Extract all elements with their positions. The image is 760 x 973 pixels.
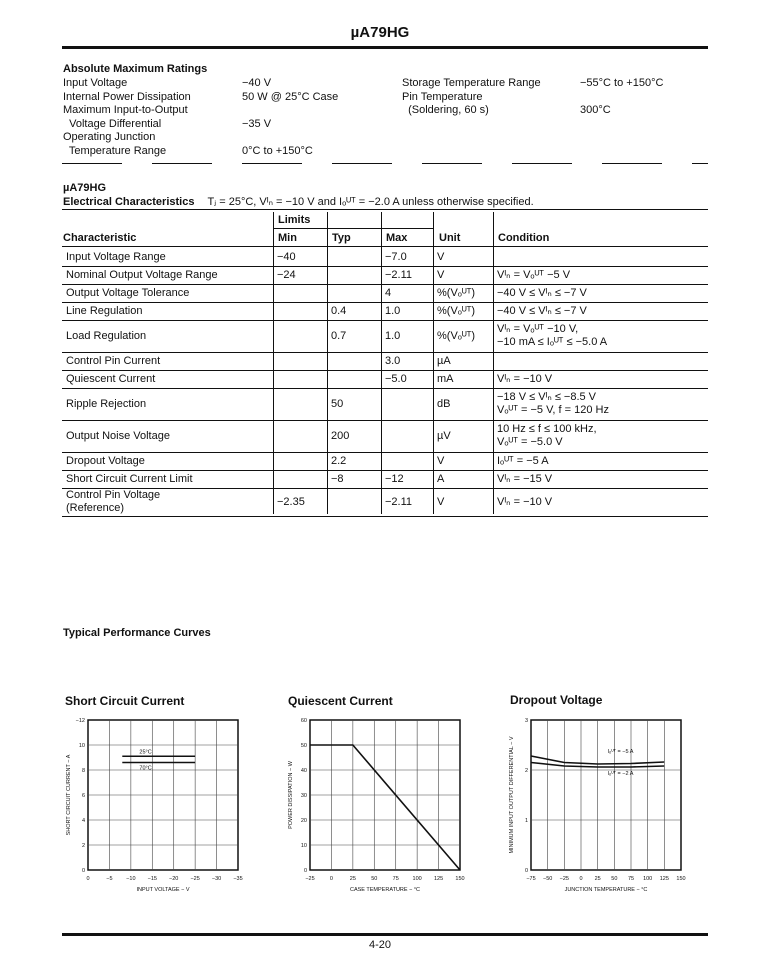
table-cell: Vᴵₙ = −15 V bbox=[497, 472, 553, 485]
table-cell: 0.4 bbox=[331, 304, 347, 317]
ec-heading: Electrical Characteristics bbox=[63, 196, 195, 208]
y-tick-label: 0 bbox=[81, 868, 85, 874]
table-cell: −2.35 bbox=[277, 495, 305, 508]
ec-rule-top bbox=[62, 209, 708, 210]
table-cell: −12 bbox=[385, 472, 404, 485]
table-cell: −24 bbox=[277, 268, 296, 281]
table-cell: −2.11 bbox=[385, 495, 413, 508]
limits-rule bbox=[273, 228, 433, 229]
series-label: 70°C bbox=[139, 765, 152, 772]
series-label: Iₒᵁᵀ = −5 A bbox=[607, 749, 634, 755]
abs-max-heading: Absolute Maximum Ratings bbox=[63, 63, 208, 75]
rating-label: Maximum Input-to-Output bbox=[63, 104, 188, 116]
x-tick-label: 100 bbox=[412, 876, 422, 882]
rating-value: −40 V bbox=[242, 77, 272, 89]
table-cell: Nominal Output Voltage Range bbox=[66, 268, 218, 281]
table-cell: −40 bbox=[277, 250, 296, 263]
table-cell: Dropout Voltage bbox=[66, 454, 145, 467]
column-header: Typ bbox=[332, 232, 351, 244]
x-tick-label: −25 bbox=[559, 876, 570, 882]
y-tick-label: −12 bbox=[75, 718, 85, 724]
table-cell: −18 V ≤ Vᴵₙ ≤ −8.5 V Vₒᵁᵀ = −5 V, f = 120 Hz bbox=[497, 391, 609, 416]
series-label: Iₒᵁᵀ = −2 A bbox=[607, 771, 634, 777]
table-cell: Iₒᵁᵀ = −5 A bbox=[497, 454, 549, 467]
table-cell: %(Vₒᵁᵀ) bbox=[437, 304, 476, 317]
column-header: Min bbox=[278, 232, 297, 244]
x-tick-label: −5 bbox=[106, 876, 113, 882]
y-tick-label: 30 bbox=[300, 793, 307, 799]
x-tick-label: −35 bbox=[233, 876, 243, 882]
table-cell: µV bbox=[437, 429, 451, 442]
x-tick-label: 150 bbox=[455, 876, 465, 882]
x-tick-label: 75 bbox=[392, 876, 399, 882]
x-tick-label: 25 bbox=[349, 876, 356, 882]
x-axis-label: INPUT VOLTAGE − V bbox=[136, 887, 190, 893]
series-line bbox=[310, 745, 460, 870]
rating-label: Internal Power Dissipation bbox=[63, 90, 191, 103]
header-rule bbox=[62, 46, 708, 49]
x-axis-label: JUNCTION TEMPERATURE − °C bbox=[564, 887, 648, 893]
table-cell: Ripple Rejection bbox=[66, 397, 147, 410]
chart-title-short-circuit: Short Circuit Current bbox=[65, 694, 185, 708]
y-tick-label: 3 bbox=[524, 718, 528, 724]
chart-title-quiescent: Quiescent Current bbox=[288, 694, 393, 708]
chart-short-circuit bbox=[60, 712, 260, 897]
series-label: 25°C bbox=[139, 749, 152, 756]
page-title: µA79HG bbox=[350, 24, 410, 41]
x-tick-label: −75 bbox=[526, 876, 536, 882]
table-cell: Vᴵₙ = −10 V bbox=[497, 372, 553, 385]
rating-value: 300°C bbox=[580, 104, 611, 116]
column-divider bbox=[381, 212, 382, 514]
x-tick-label: 25 bbox=[594, 876, 601, 882]
y-tick-label: 0 bbox=[303, 868, 307, 874]
y-tick-label: 6 bbox=[81, 793, 85, 799]
table-cell: 4 bbox=[385, 286, 392, 299]
column-header: Unit bbox=[439, 232, 461, 244]
page-number: 4-20 bbox=[368, 939, 392, 951]
y-tick-label: 20 bbox=[300, 818, 307, 824]
x-tick-label: −25 bbox=[190, 876, 200, 882]
x-tick-label: −15 bbox=[147, 876, 157, 882]
y-tick-label: 2 bbox=[524, 768, 528, 774]
y-axis-label: MINIMUM INPUT OUTPUT DIFFERENTIAL − V bbox=[509, 736, 515, 854]
column-header: Max bbox=[386, 232, 408, 244]
x-tick-label: 75 bbox=[627, 876, 635, 882]
column-divider bbox=[433, 212, 434, 514]
table-cell: A bbox=[437, 472, 445, 485]
table-cell: 1.0 bbox=[385, 304, 401, 317]
table-cell: 1.0 bbox=[385, 329, 401, 342]
plot-frame bbox=[531, 720, 681, 870]
x-tick-label: 0 bbox=[86, 876, 90, 882]
abs-max-rule bbox=[62, 163, 708, 164]
rating-label: Storage Temperature Range bbox=[402, 77, 541, 89]
table-cell: 10 Hz ≤ f ≤ 100 kHz, Vₒᵁᵀ = −5.0 V bbox=[497, 423, 597, 448]
ec-part: µA79HG bbox=[63, 182, 107, 194]
table-cell: 3.0 bbox=[385, 354, 401, 367]
table-cell: V bbox=[437, 454, 445, 467]
limits-label: Limits bbox=[278, 214, 311, 226]
row-rule bbox=[62, 388, 708, 389]
column-divider bbox=[273, 212, 274, 514]
y-tick-label: 0 bbox=[524, 868, 528, 874]
table-cell: µA bbox=[437, 354, 451, 367]
x-tick-label: −30 bbox=[211, 876, 222, 882]
y-tick-label: 10 bbox=[300, 843, 307, 849]
table-cell: −2.11 bbox=[385, 268, 413, 281]
y-tick-label: 10 bbox=[78, 743, 85, 749]
table-cell: Control Pin Current bbox=[66, 354, 161, 367]
table-cell: Line Regulation bbox=[66, 304, 143, 317]
x-axis-label: CASE TEMPERATURE − °C bbox=[350, 887, 420, 893]
column-header: Condition bbox=[498, 232, 550, 244]
table-cell: Short Circuit Current Limit bbox=[66, 472, 193, 485]
table-cell: −40 V ≤ Vᴵₙ ≤ −7 V bbox=[497, 286, 587, 299]
table-cell: Vᴵₙ = −10 V bbox=[497, 495, 553, 508]
header-rule bbox=[62, 246, 708, 247]
y-axis-label: POWER DISSIPATION − W bbox=[288, 761, 294, 829]
x-tick-label: 50 bbox=[611, 876, 618, 882]
row-rule bbox=[62, 516, 708, 517]
y-tick-label: 50 bbox=[300, 743, 307, 749]
x-tick-label: 0 bbox=[579, 876, 583, 882]
table-cell: Vᴵₙ = Vₒᵁᵀ −10 V, −10 mA ≤ Iₒᵁᵀ ≤ −5.0 A bbox=[497, 323, 608, 348]
x-tick-label: −50 bbox=[542, 876, 553, 882]
chart-dropout bbox=[503, 712, 703, 897]
table-cell: dB bbox=[437, 397, 451, 410]
y-tick-label: 1 bbox=[524, 818, 528, 824]
y-tick-label: 60 bbox=[300, 718, 307, 724]
table-cell: %(Vₒᵁᵀ) bbox=[437, 286, 476, 299]
rating-value: 50 W @ 25°C Case bbox=[242, 90, 339, 103]
table-cell: mA bbox=[437, 372, 454, 385]
chart-title-dropout: Dropout Voltage bbox=[510, 693, 603, 707]
y-tick-label: 8 bbox=[81, 768, 85, 774]
table-cell: Output Noise Voltage bbox=[66, 429, 170, 442]
rating-label: Pin Temperature bbox=[402, 90, 483, 103]
rating-label: (Soldering, 60 s) bbox=[402, 104, 489, 116]
rating-value: −55°C to +150°C bbox=[580, 77, 664, 89]
x-tick-label: 100 bbox=[643, 876, 653, 882]
table-cell: −7.0 bbox=[385, 250, 407, 263]
y-tick-label: 40 bbox=[300, 768, 307, 774]
y-axis-label: SHORT CIRCUIT CURRENT − A bbox=[66, 754, 72, 836]
column-divider bbox=[493, 212, 494, 514]
table-cell: Load Regulation bbox=[66, 329, 147, 342]
table-cell: Input Voltage Range bbox=[66, 250, 166, 263]
rating-label: Temperature Range bbox=[63, 144, 167, 157]
row-rule bbox=[62, 452, 708, 453]
x-tick-label: 125 bbox=[659, 876, 669, 882]
chart-quiescent bbox=[282, 712, 482, 897]
table-cell: 200 bbox=[331, 429, 350, 442]
rating-value: 0°C to +150°C bbox=[242, 144, 313, 157]
column-divider bbox=[327, 212, 328, 514]
y-tick-label: 4 bbox=[81, 818, 85, 824]
table-cell: V bbox=[437, 250, 445, 263]
rating-label: Operating Junction bbox=[63, 131, 156, 143]
table-cell: −8 bbox=[331, 472, 344, 485]
table-cell: Vᴵₙ = Vₒᵁᵀ −5 V bbox=[497, 268, 571, 281]
x-tick-label: −20 bbox=[169, 876, 179, 882]
table-cell: V bbox=[437, 268, 445, 281]
table-cell: %(Vₒᵁᵀ) bbox=[437, 329, 476, 342]
curves-heading: Typical Performance Curves bbox=[63, 627, 211, 639]
footer-rule bbox=[62, 933, 708, 936]
rating-label: Input Voltage bbox=[63, 77, 128, 89]
rating-label: Voltage Differential bbox=[63, 117, 162, 130]
table-cell: Output Voltage Tolerance bbox=[66, 286, 190, 299]
y-tick-label: 2 bbox=[81, 843, 85, 849]
table-cell: Control Pin Voltage (Reference) bbox=[66, 489, 161, 514]
x-tick-label: 150 bbox=[676, 876, 686, 882]
x-tick-label: −25 bbox=[305, 876, 315, 882]
table-cell: −40 V ≤ Vᴵₙ ≤ −7 V bbox=[497, 304, 587, 317]
ec-conditions: Tⱼ = 25°C, Vᴵₙ = −10 V and Iₒᵁᵀ = −2.0 A unless otherwise specified. bbox=[207, 196, 534, 208]
rating-value: −35 V bbox=[242, 117, 272, 130]
table-cell: V bbox=[437, 495, 445, 508]
table-cell: Quiescent Current bbox=[66, 372, 156, 385]
column-header: Characteristic bbox=[63, 232, 137, 244]
table-cell: 2.2 bbox=[331, 454, 347, 467]
x-tick-label: 125 bbox=[433, 876, 444, 882]
table-cell: 0.7 bbox=[331, 329, 347, 342]
x-tick-label: 0 bbox=[329, 876, 333, 882]
table-cell: 50 bbox=[331, 397, 344, 410]
x-tick-label: −10 bbox=[126, 876, 136, 882]
table-cell: −5.0 bbox=[385, 372, 407, 385]
x-tick-label: 50 bbox=[371, 876, 378, 882]
